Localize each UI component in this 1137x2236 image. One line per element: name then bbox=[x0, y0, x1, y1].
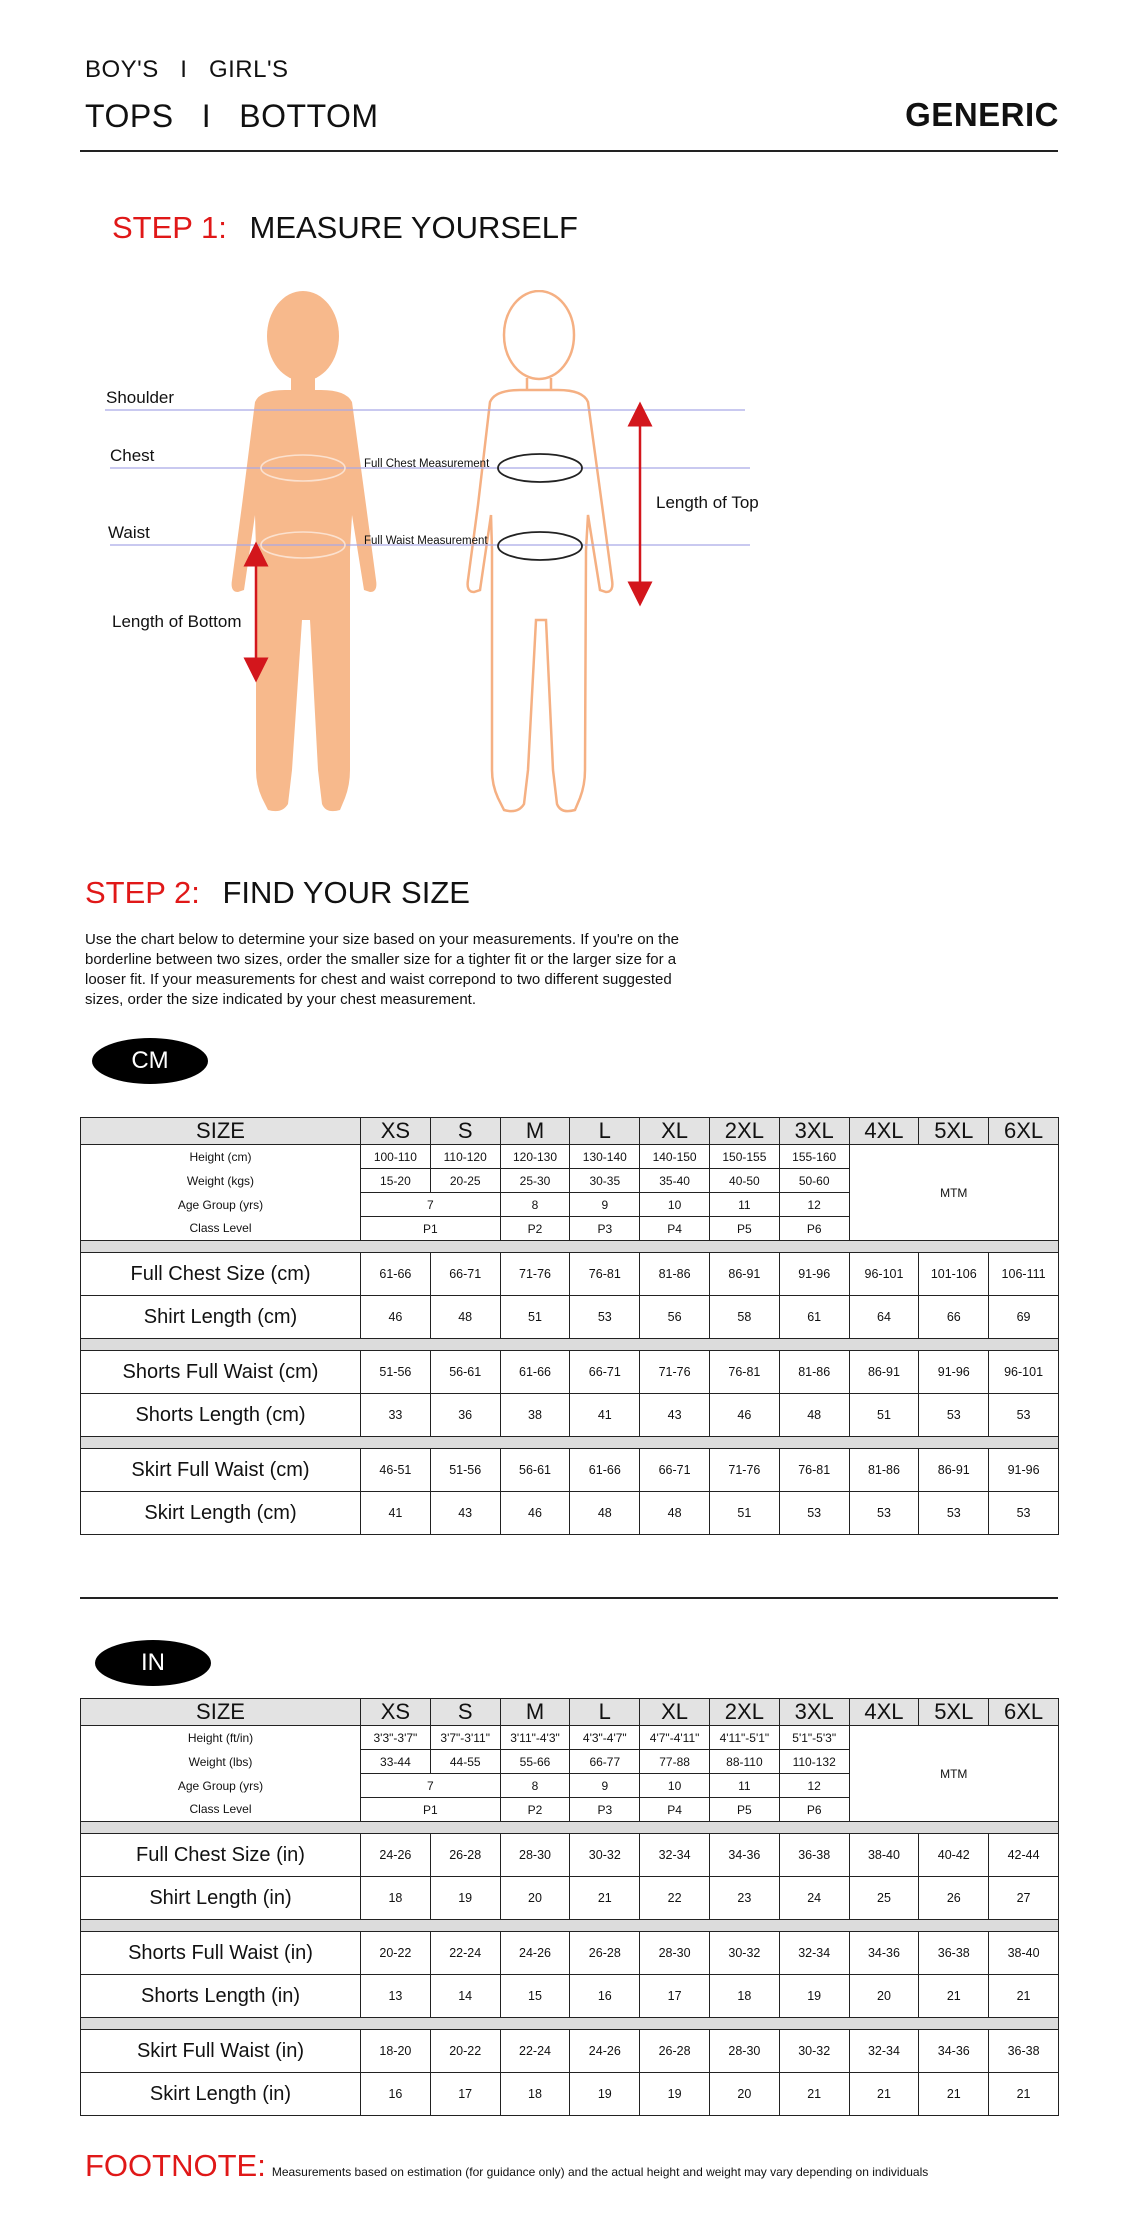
measurement-cell: 25 bbox=[849, 1877, 919, 1920]
measurement-label: Skirt Full Waist (cm) bbox=[81, 1449, 361, 1492]
measurement-label: Skirt Full Waist (in) bbox=[81, 2030, 361, 2073]
size-header-5xl: 5XL bbox=[919, 1118, 989, 1145]
age-cell: 12 bbox=[779, 1193, 849, 1217]
table-gap bbox=[81, 1339, 1059, 1351]
measurement-cell: 86-91 bbox=[919, 1449, 989, 1492]
size-header-3xl: 3XL bbox=[779, 1699, 849, 1726]
measurement-cell: 81-86 bbox=[779, 1351, 849, 1394]
age-cell: 7 bbox=[361, 1774, 501, 1798]
measurement-cell: 14 bbox=[430, 1975, 500, 2018]
age-cell: 10 bbox=[640, 1193, 710, 1217]
measurement-cell: 51-56 bbox=[361, 1351, 431, 1394]
measurement-cell: 64 bbox=[849, 1296, 919, 1339]
height-cell: 4'3"-4'7" bbox=[570, 1726, 640, 1750]
measurement-cell: 18 bbox=[500, 2073, 570, 2116]
measurement-cell: 38-40 bbox=[989, 1932, 1059, 1975]
measurement-diagram bbox=[0, 290, 800, 830]
shoulder-label: Shoulder bbox=[106, 388, 175, 407]
measurement-cell: 48 bbox=[430, 1296, 500, 1339]
measurement-cell: 38 bbox=[500, 1394, 570, 1437]
measurement-cell: 17 bbox=[640, 1975, 710, 2018]
brand-name: GENERIC bbox=[905, 96, 1059, 133]
measurement-row bbox=[81, 1932, 1059, 1975]
mtm-cell: MTM bbox=[849, 1726, 1058, 1822]
size-header-6xl: 6XL bbox=[989, 1118, 1059, 1145]
weight-cell: 50-60 bbox=[779, 1169, 849, 1193]
measurement-cell: 19 bbox=[570, 2073, 640, 2116]
measurement-row bbox=[81, 2073, 1059, 2116]
measurement-cell: 96-101 bbox=[849, 1253, 919, 1296]
measurement-cell: 26-28 bbox=[430, 1834, 500, 1877]
footnote-text: Measurements based on estimation (for guidance only) and the actual height and weight may vary depending on individuals bbox=[271, 2165, 929, 2179]
measurement-cell: 51 bbox=[500, 1296, 570, 1339]
gap-cell bbox=[81, 1920, 1059, 1932]
height-label: Height (ft/in) bbox=[81, 1726, 361, 1750]
measurement-cell: 32-34 bbox=[640, 1834, 710, 1877]
measurement-row bbox=[81, 1975, 1059, 2018]
child-silhouette-filled bbox=[232, 291, 377, 811]
measurement-cell: 13 bbox=[361, 1975, 431, 2018]
measurement-cell: 21 bbox=[849, 2073, 919, 2116]
measurement-cell: 21 bbox=[919, 1975, 989, 2018]
size-header-s: S bbox=[430, 1118, 500, 1145]
measurement-row bbox=[81, 2030, 1059, 2073]
footnote-title: FOOTNOTE: bbox=[85, 2148, 266, 2183]
size-header-m: M bbox=[500, 1118, 570, 1145]
length-of-bottom-label: Length of Bottom bbox=[112, 612, 242, 631]
measurement-cell: 81-86 bbox=[640, 1253, 710, 1296]
measurement-cell: 56-61 bbox=[500, 1449, 570, 1492]
age-cell: 8 bbox=[500, 1193, 570, 1217]
measurement-cell: 91-96 bbox=[989, 1449, 1059, 1492]
measurement-cell: 15 bbox=[500, 1975, 570, 2018]
class-cell: P1 bbox=[361, 1798, 501, 1822]
weight-cell: 88-110 bbox=[709, 1750, 779, 1774]
measurement-cell: 24-26 bbox=[361, 1834, 431, 1877]
measurement-label: Skirt Length (in) bbox=[81, 2073, 361, 2116]
measurement-cell: 71-76 bbox=[709, 1449, 779, 1492]
step2-title: FIND YOUR SIZE bbox=[222, 875, 470, 910]
child-silhouette-outline bbox=[468, 291, 613, 811]
measurement-cell: 30-32 bbox=[570, 1834, 640, 1877]
measurement-cell: 53 bbox=[919, 1394, 989, 1437]
size-instructions: Use the chart below to determine your size based on your measurements. If you're on the borderline between two sizes, order the smaller size for a tighter fit or the larger size for a looser fit. If your measurements for chest and waist correpond to two different suggested sizes, order the size indicated by your chest measurement. bbox=[85, 931, 680, 1008]
height-cell: 100-110 bbox=[361, 1145, 431, 1169]
height-cell: 140-150 bbox=[640, 1145, 710, 1169]
measurement-cell: 22 bbox=[640, 1877, 710, 1920]
measurement-cell: 21 bbox=[919, 2073, 989, 2116]
measurement-cell: 46-51 bbox=[361, 1449, 431, 1492]
class-cell: P6 bbox=[779, 1217, 849, 1241]
measurement-cell: 20-22 bbox=[361, 1932, 431, 1975]
footnote bbox=[85, 2148, 928, 2184]
measurement-cell: 34-36 bbox=[709, 1834, 779, 1877]
measurement-label: Shorts Length (in) bbox=[81, 1975, 361, 2018]
weight-label: Weight (kgs) bbox=[81, 1169, 361, 1193]
measurement-cell: 19 bbox=[640, 2073, 710, 2116]
height-cell: 110-120 bbox=[430, 1145, 500, 1169]
measurement-cell: 69 bbox=[989, 1296, 1059, 1339]
measurement-cell: 46 bbox=[500, 1492, 570, 1535]
age-cell: 10 bbox=[640, 1774, 710, 1798]
height-row bbox=[81, 1145, 1059, 1169]
step1-heading bbox=[112, 210, 578, 246]
class-cell: P4 bbox=[640, 1217, 710, 1241]
measurement-cell: 28-30 bbox=[709, 2030, 779, 2073]
measurement-cell: 66-71 bbox=[430, 1253, 500, 1296]
measurement-cell: 53 bbox=[989, 1394, 1059, 1437]
measurement-cell: 53 bbox=[849, 1492, 919, 1535]
measurement-cell: 51-56 bbox=[430, 1449, 500, 1492]
measurement-cell: 53 bbox=[570, 1296, 640, 1339]
weight-cell: 35-40 bbox=[640, 1169, 710, 1193]
step1-title: MEASURE YOURSELF bbox=[249, 210, 578, 245]
measurement-cell: 66-71 bbox=[570, 1351, 640, 1394]
size-header-xs: XS bbox=[361, 1699, 431, 1726]
measurement-cell: 61 bbox=[779, 1296, 849, 1339]
measurement-label: Shorts Length (cm) bbox=[81, 1394, 361, 1437]
size-header-3xl: 3XL bbox=[779, 1118, 849, 1145]
measurement-cell: 61-66 bbox=[361, 1253, 431, 1296]
gap-cell bbox=[81, 1437, 1059, 1449]
weight-cell: 33-44 bbox=[361, 1750, 431, 1774]
measurement-cell: 24-26 bbox=[570, 2030, 640, 2073]
measurement-cell: 48 bbox=[779, 1394, 849, 1437]
length-of-top-label: Length of Top bbox=[656, 493, 759, 512]
class-cell: P5 bbox=[709, 1217, 779, 1241]
weight-cell: 55-66 bbox=[500, 1750, 570, 1774]
header-divider bbox=[80, 150, 1058, 152]
height-cell: 155-160 bbox=[779, 1145, 849, 1169]
measurement-cell: 56 bbox=[640, 1296, 710, 1339]
weight-cell: 15-20 bbox=[361, 1169, 431, 1193]
measurement-cell: 34-36 bbox=[919, 2030, 989, 2073]
weight-cell: 20-25 bbox=[430, 1169, 500, 1193]
measurement-cell: 18 bbox=[709, 1975, 779, 2018]
height-cell: 5'1"-5'3" bbox=[779, 1726, 849, 1750]
size-header-s: S bbox=[430, 1699, 500, 1726]
height-row bbox=[81, 1726, 1059, 1750]
waist-ellipse-outline bbox=[498, 532, 582, 560]
measurement-cell: 41 bbox=[570, 1394, 640, 1437]
table-gap bbox=[81, 1241, 1059, 1253]
size-header-l: L bbox=[570, 1699, 640, 1726]
measurement-cell: 36-38 bbox=[919, 1932, 989, 1975]
measurement-row bbox=[81, 1492, 1059, 1535]
measurement-cell: 36-38 bbox=[779, 1834, 849, 1877]
measurement-cell: 66 bbox=[919, 1296, 989, 1339]
measurement-cell: 22-24 bbox=[430, 1932, 500, 1975]
measurement-cell: 61-66 bbox=[500, 1351, 570, 1394]
gap-cell bbox=[81, 2018, 1059, 2030]
measurement-label: Full Chest Size (cm) bbox=[81, 1253, 361, 1296]
measurement-cell: 16 bbox=[361, 2073, 431, 2116]
height-cell: 3'3"-3'7" bbox=[361, 1726, 431, 1750]
measurement-cell: 76-81 bbox=[570, 1253, 640, 1296]
measurement-cell: 106-111 bbox=[989, 1253, 1059, 1296]
measurement-cell: 27 bbox=[989, 1877, 1059, 1920]
weight-cell: 30-35 bbox=[570, 1169, 640, 1193]
step1-number: STEP 1: bbox=[112, 210, 227, 245]
measurement-label: Full Chest Size (in) bbox=[81, 1834, 361, 1877]
measurement-cell: 86-91 bbox=[849, 1351, 919, 1394]
gap-cell bbox=[81, 1822, 1059, 1834]
size-header-5xl: 5XL bbox=[919, 1699, 989, 1726]
age-cell: 11 bbox=[709, 1774, 779, 1798]
measurement-cell: 51 bbox=[849, 1394, 919, 1437]
measurement-cell: 24-26 bbox=[500, 1932, 570, 1975]
age-cell: 9 bbox=[570, 1193, 640, 1217]
measurement-cell: 76-81 bbox=[709, 1351, 779, 1394]
measurement-cell: 91-96 bbox=[779, 1253, 849, 1296]
measurement-cell: 21 bbox=[989, 1975, 1059, 2018]
weight-cell: 25-30 bbox=[500, 1169, 570, 1193]
measurement-cell: 28-30 bbox=[640, 1932, 710, 1975]
gap-cell bbox=[81, 1241, 1059, 1253]
measurement-cell: 43 bbox=[640, 1394, 710, 1437]
in-unit-badge: IN bbox=[95, 1640, 211, 1686]
measurement-cell: 86-91 bbox=[709, 1253, 779, 1296]
gap-cell bbox=[81, 1339, 1059, 1351]
size-header-label: SIZE bbox=[81, 1118, 361, 1145]
measurement-cell: 34-36 bbox=[849, 1932, 919, 1975]
waist-label: Waist bbox=[108, 523, 150, 542]
measurement-label: Shirt Length (in) bbox=[81, 1877, 361, 1920]
size-header-6xl: 6XL bbox=[989, 1699, 1059, 1726]
class-label: Class Level bbox=[81, 1798, 361, 1822]
measurement-label: Skirt Length (cm) bbox=[81, 1492, 361, 1535]
measurement-cell: 24 bbox=[779, 1877, 849, 1920]
measurement-cell: 91-96 bbox=[919, 1351, 989, 1394]
measurement-cell: 18-20 bbox=[361, 2030, 431, 2073]
weight-cell: 44-55 bbox=[430, 1750, 500, 1774]
measurement-row bbox=[81, 1449, 1059, 1492]
measurement-cell: 18 bbox=[361, 1877, 431, 1920]
size-header-row bbox=[81, 1699, 1059, 1726]
measurement-cell: 36 bbox=[430, 1394, 500, 1437]
measurement-row bbox=[81, 1296, 1059, 1339]
height-cell: 120-130 bbox=[500, 1145, 570, 1169]
measurement-label: Shorts Full Waist (in) bbox=[81, 1932, 361, 1975]
measurement-cell: 36-38 bbox=[989, 2030, 1059, 2073]
class-cell: P4 bbox=[640, 1798, 710, 1822]
measurement-cell: 43 bbox=[430, 1492, 500, 1535]
measurement-cell: 53 bbox=[779, 1492, 849, 1535]
size-header-xl: XL bbox=[640, 1118, 710, 1145]
measurement-cell: 26 bbox=[919, 1877, 989, 1920]
measurement-cell: 19 bbox=[779, 1975, 849, 2018]
class-cell: P2 bbox=[500, 1798, 570, 1822]
in-size-table bbox=[80, 1698, 1059, 2116]
size-header-4xl: 4XL bbox=[849, 1118, 919, 1145]
measurement-cell: 51 bbox=[709, 1492, 779, 1535]
measurement-cell: 30-32 bbox=[709, 1932, 779, 1975]
age-cell: 8 bbox=[500, 1774, 570, 1798]
size-header-l: L bbox=[570, 1118, 640, 1145]
measurement-cell: 20 bbox=[709, 2073, 779, 2116]
measurement-cell: 17 bbox=[430, 2073, 500, 2116]
measurement-cell: 46 bbox=[361, 1296, 431, 1339]
measurement-cell: 71-76 bbox=[500, 1253, 570, 1296]
measurement-cell: 53 bbox=[919, 1492, 989, 1535]
measurement-cell: 61-66 bbox=[570, 1449, 640, 1492]
measurement-cell: 30-32 bbox=[779, 2030, 849, 2073]
section-divider bbox=[80, 1597, 1058, 1599]
height-cell: 4'7"-4'11" bbox=[640, 1726, 710, 1750]
class-cell: P2 bbox=[500, 1217, 570, 1241]
height-cell: 130-140 bbox=[570, 1145, 640, 1169]
table-gap bbox=[81, 1437, 1059, 1449]
size-header-m: M bbox=[500, 1699, 570, 1726]
measurement-cell: 71-76 bbox=[640, 1351, 710, 1394]
class-cell: P5 bbox=[709, 1798, 779, 1822]
measurement-label: Shorts Full Waist (cm) bbox=[81, 1351, 361, 1394]
measurement-row bbox=[81, 1253, 1059, 1296]
measurement-cell: 81-86 bbox=[849, 1449, 919, 1492]
chest-label: Chest bbox=[110, 446, 155, 465]
class-cell: P3 bbox=[570, 1217, 640, 1241]
measurement-cell: 56-61 bbox=[430, 1351, 500, 1394]
cm-unit-badge: CM bbox=[92, 1038, 208, 1084]
measurement-cell: 38-40 bbox=[849, 1834, 919, 1877]
measurement-cell: 48 bbox=[640, 1492, 710, 1535]
measurement-cell: 46 bbox=[709, 1394, 779, 1437]
class-cell: P6 bbox=[779, 1798, 849, 1822]
measurement-row bbox=[81, 1877, 1059, 1920]
step2-heading bbox=[85, 875, 470, 911]
age-cell: 9 bbox=[570, 1774, 640, 1798]
size-header-xl: XL bbox=[640, 1699, 710, 1726]
size-header-4xl: 4XL bbox=[849, 1699, 919, 1726]
measurement-cell: 22-24 bbox=[500, 2030, 570, 2073]
class-label: Class Level bbox=[81, 1217, 361, 1241]
age-cell: 12 bbox=[779, 1774, 849, 1798]
measurement-row bbox=[81, 1394, 1059, 1437]
table-gap bbox=[81, 1920, 1059, 1932]
measurement-cell: 32-34 bbox=[779, 1932, 849, 1975]
weight-cell: 40-50 bbox=[709, 1169, 779, 1193]
class-cell: P1 bbox=[361, 1217, 501, 1241]
measurement-cell: 53 bbox=[989, 1492, 1059, 1535]
weight-cell: 66-77 bbox=[570, 1750, 640, 1774]
height-cell: 3'7"-3'11" bbox=[430, 1726, 500, 1750]
measurement-cell: 20 bbox=[500, 1877, 570, 1920]
measurement-row bbox=[81, 1834, 1059, 1877]
measurement-cell: 96-101 bbox=[989, 1351, 1059, 1394]
measurement-cell: 26-28 bbox=[570, 1932, 640, 1975]
weight-cell: 110-132 bbox=[779, 1750, 849, 1774]
age-cell: 11 bbox=[709, 1193, 779, 1217]
measurement-row bbox=[81, 1351, 1059, 1394]
full-chest-measurement-label: Full Chest Measurement bbox=[364, 458, 490, 470]
measurement-cell: 16 bbox=[570, 1975, 640, 2018]
table-gap bbox=[81, 1822, 1059, 1834]
step2-number: STEP 2: bbox=[85, 875, 200, 910]
size-header-xs: XS bbox=[361, 1118, 431, 1145]
height-cell: 4'11"-5'1" bbox=[709, 1726, 779, 1750]
measurement-cell: 101-106 bbox=[919, 1253, 989, 1296]
size-header-label: SIZE bbox=[81, 1699, 361, 1726]
measurement-cell: 21 bbox=[570, 1877, 640, 1920]
measurement-cell: 76-81 bbox=[779, 1449, 849, 1492]
age-label: Age Group (yrs) bbox=[81, 1774, 361, 1798]
measurement-cell: 32-34 bbox=[849, 2030, 919, 2073]
measurement-cell: 20-22 bbox=[430, 2030, 500, 2073]
size-header-row bbox=[81, 1118, 1059, 1145]
weight-cell: 77-88 bbox=[640, 1750, 710, 1774]
measurement-cell: 21 bbox=[779, 2073, 849, 2116]
measurement-cell: 21 bbox=[989, 2073, 1059, 2116]
age-cell: 7 bbox=[361, 1193, 501, 1217]
weight-label: Weight (lbs) bbox=[81, 1750, 361, 1774]
measurement-cell: 26-28 bbox=[640, 2030, 710, 2073]
measurement-cell: 23 bbox=[709, 1877, 779, 1920]
measurement-cell: 20 bbox=[849, 1975, 919, 2018]
size-header-2xl: 2XL bbox=[709, 1699, 779, 1726]
full-waist-measurement-label: Full Waist Measurement bbox=[364, 535, 488, 547]
measurement-cell: 33 bbox=[361, 1394, 431, 1437]
measurement-cell: 40-42 bbox=[919, 1834, 989, 1877]
height-cell: 3'11"-4'3" bbox=[500, 1726, 570, 1750]
measurement-cell: 41 bbox=[361, 1492, 431, 1535]
measurement-cell: 58 bbox=[709, 1296, 779, 1339]
gender-label: BOY'S I GIRL'S bbox=[85, 56, 289, 83]
category-label: TOPS I BOTTOM bbox=[85, 98, 379, 134]
measurement-cell: 42-44 bbox=[989, 1834, 1059, 1877]
age-label: Age Group (yrs) bbox=[81, 1193, 361, 1217]
height-cell: 150-155 bbox=[709, 1145, 779, 1169]
cm-size-table bbox=[80, 1117, 1059, 1535]
measurement-cell: 48 bbox=[570, 1492, 640, 1535]
measurement-label: Shirt Length (cm) bbox=[81, 1296, 361, 1339]
size-header-2xl: 2XL bbox=[709, 1118, 779, 1145]
table-gap bbox=[81, 2018, 1059, 2030]
height-label: Height (cm) bbox=[81, 1145, 361, 1169]
measurement-cell: 28-30 bbox=[500, 1834, 570, 1877]
class-cell: P3 bbox=[570, 1798, 640, 1822]
measurement-cell: 66-71 bbox=[640, 1449, 710, 1492]
mtm-cell: MTM bbox=[849, 1145, 1058, 1241]
measurement-cell: 19 bbox=[430, 1877, 500, 1920]
